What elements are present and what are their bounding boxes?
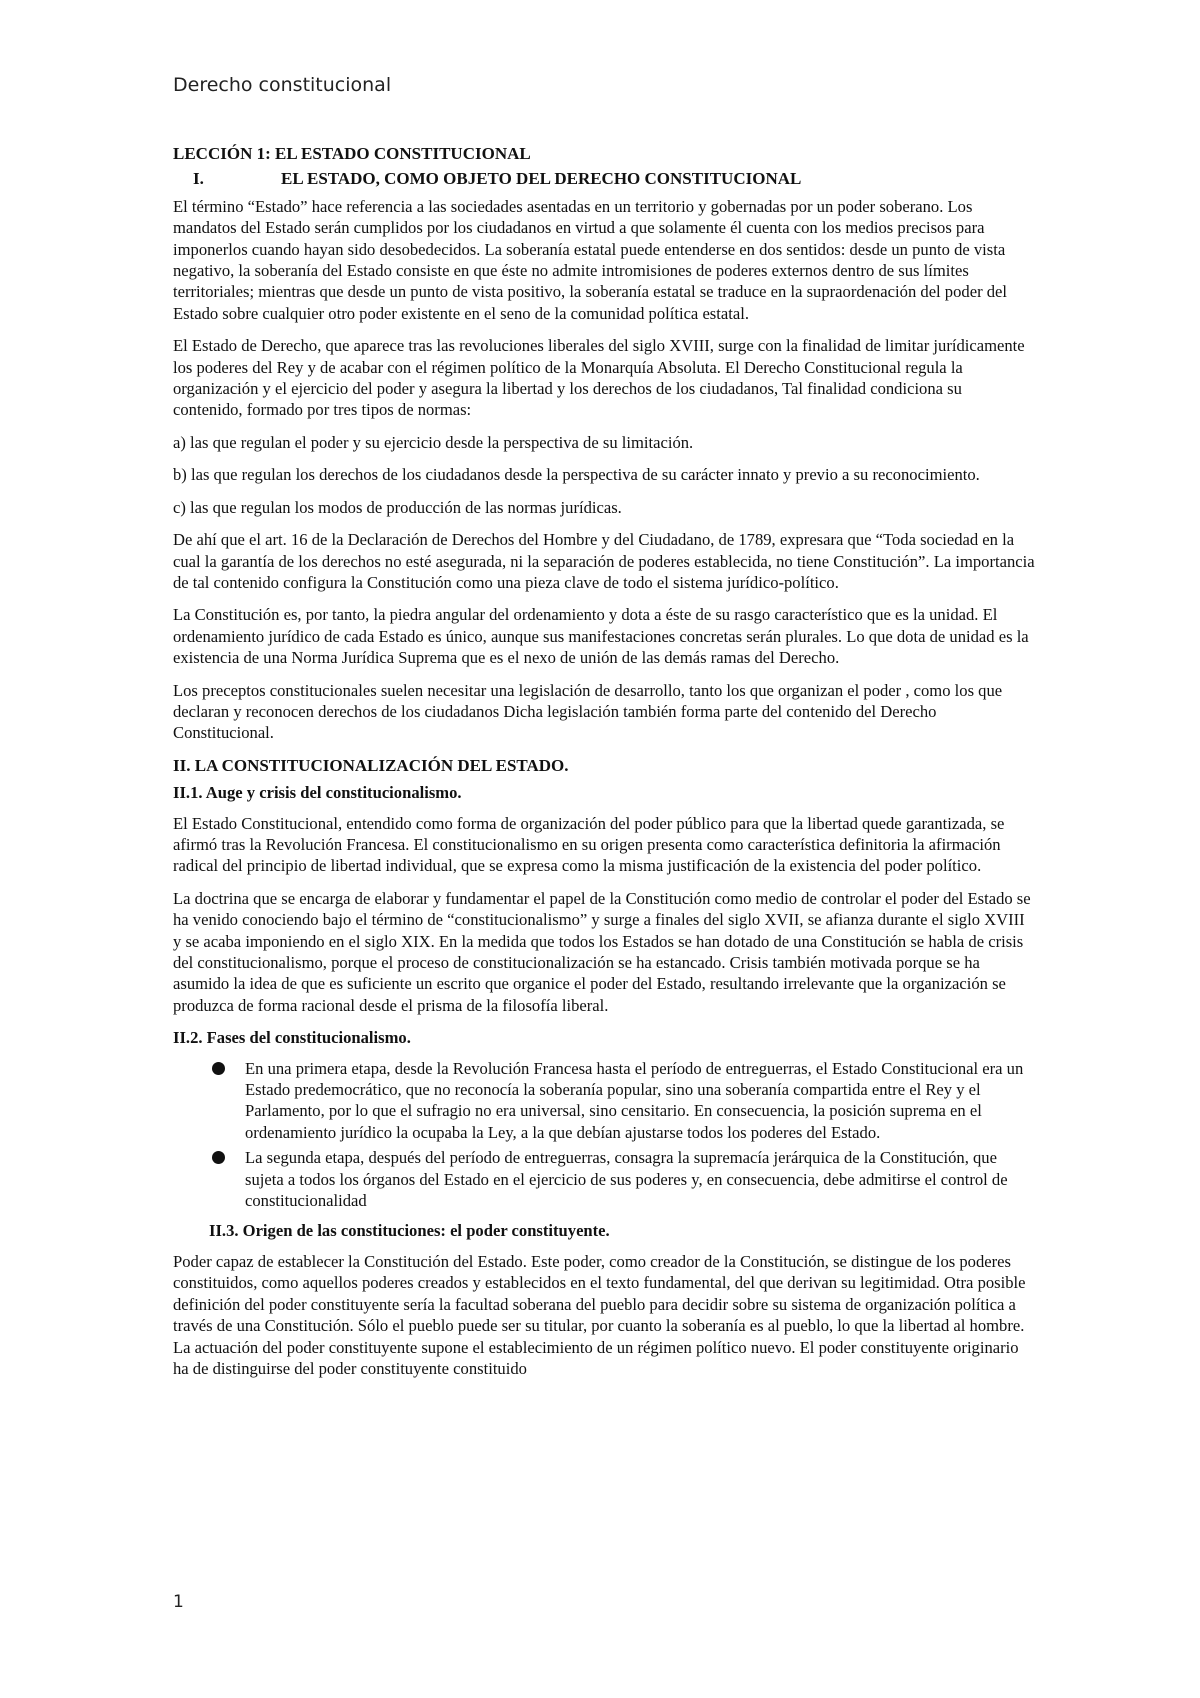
bullet-dot-icon	[212, 1151, 225, 1164]
bullet-item	[173, 1058, 1035, 1144]
section-2-heading: II. LA CONSTITUCIONALIZACIÓN DEL ESTADO.	[173, 755, 569, 775]
paragraph: El término “Estado” hace referencia a las sociedades asentadas en un territorio y gobernadas por un poder soberano. Los mandatos del Estado serán cumplidos por los ciudadanos en virtud a que solamente él cuenta con los medios precisos para imponerlos cuando hayan sido desobedecidos. La soberanía estatal puede entenderse en dos sentidos: desde un punto de vista negativo, la soberanía del Estado consiste en que éste no admite intromisiones de poderes externos dentro de sus límites territoriales; mientras que desde un punto de vista positivo, la soberanía estatal se traduce en la supraordenación del poder del Estado sobre cualquier otro poder existente en el seno de la comunidad política estatal.	[173, 196, 1008, 323]
paragraph: El Estado Constitucional, entendido como forma de organización del poder público para que la libertad quede garantizada, se afirmó tras la Revolución Francesa. El constitucionalismo en su origen presenta como característica definitoria la afirmación radical del principio de libertad individual, que se expresa como la misma justificación de la existencia del poder político.	[173, 813, 1005, 876]
bullet-text: En una primera etapa, desde la Revolución Francesa hasta el período de entreguerras, el Estado Constitucional era un Estado predemocrático, que no reconocía la soberanía popular, sino una soberanía compartida entre el Rey y el Parlamento, por lo que el sufragio no era universal, sino censitario. En consecuencia, la posición suprema en el ordenamiento jurídico la ocupaba la Ley, a la que debían ajustarse todos los poderes del Estado.	[245, 1058, 1024, 1142]
paragraph: De ahí que el art. 16 de la Declaración de Derechos del Hombre y del Ciudadano, de 1789, expresara que “Toda sociedad en la cual la garantía de los derechos no esté asegurada, ni la separación de poderes establecida, no tiene Constitución”. La importancia de tal contenido configura la Constitución como una pieza clave de todo el sistema jurídico-político.	[173, 530, 1035, 592]
list-item-b: b) las que regulan los derechos de los ciudadanos desde la perspectiva de su carácter innato y previo a su reconocimiento.	[173, 465, 980, 485]
section-1-title: EL ESTADO, COMO OBJETO DEL DERECHO CONSTITUCIONAL	[281, 169, 802, 189]
section-1-heading	[173, 168, 1035, 189]
lesson-title: LECCIÓN 1: EL ESTADO CONSTITUCIONAL	[173, 144, 531, 163]
bullet-item	[173, 1147, 1035, 1211]
section-1-number: I.	[193, 169, 204, 189]
paragraph: La Constitución es, por tanto, la piedra angular del ordenamiento y dota a éste de su rasgo característico que es la unidad. El ordenamiento jurídico de cada Estado es único, aunque sus manifestaciones concretas serán plurales. Lo que dota de unidad es la existencia de una Norma Jurídica Suprema que es el nexo de unión de las demás ramas del Derecho.	[173, 605, 1029, 668]
page-number: 1	[173, 1592, 184, 1612]
bullet-dot-icon	[212, 1062, 225, 1075]
paragraph: El Estado de Derecho, que aparece tras las revoluciones liberales del siglo XVIII, surge con la finalidad de limitar jurídicamente los poderes del Rey y de acabar con el régimen político de la Monarquía Absoluta. El Derecho Constitucional regula la organización y el ejercicio del poder y asegura la libertad y los derechos de los ciudadanos, Tal finalidad condiciona su contenido, formado por tres tipos de normas:	[173, 336, 1025, 420]
subsection-2-2-heading: II.2. Fases del constitucionalismo.	[173, 1028, 411, 1048]
document-body	[173, 143, 1035, 1390]
subsection-2-3-heading: II.3. Origen de las constituciones: el poder constituyente.	[209, 1221, 610, 1241]
list-item-a: a) las que regulan el poder y su ejercicio desde la perspectiva de su limitación.	[173, 432, 694, 452]
subsection-2-1-heading: II.1. Auge y crisis del constitucionalismo.	[173, 783, 462, 803]
paragraph: La doctrina que se encarga de elaborar y fundamentar el papel de la Constitución como medio de controlar el poder del Estado se ha venido conociendo bajo el término de “constitucionalismo” y surge a finales del siglo XVII, se afianza durante el siglo XVIII y se acaba imponiendo en el siglo XIX. En la medida que todos los Estados se han dotado de una Constitución se habla de crisis del constitucionalismo, porque el proceso de constitucionalización se ha estancado. Crisis también motivada porque se ha asumido la idea de que es suficiente un escrito que organice el poder del Estado, resultando irrelevante que la organización se produzca de forma racional desde el prisma de la filosofía liberal.	[173, 888, 1031, 1015]
paragraph: Los preceptos constitucionales suelen necesitar una legislación de desarrollo, tanto los que organizan el poder , como los que declaran y reconocen derechos de los ciudadanos Dicha legislación también forma parte del contenido del Derecho Constitucional.	[173, 680, 1003, 743]
paragraph: Poder capaz de establecer la Constitución del Estado. Este poder, como creador de la Constitución, se distingue de los poderes constituidos, como aquellos poderes creados y establecidos en el texto fundamental, del que derivan su legitimidad. Otra posible definición del poder constituyente sería la facultad soberana del pueblo para decidir sobre su sistema de organización política a través de una Constitución. Sólo el pueblo puede ser su titular, por cuanto la soberanía es al pueblo, lo que la libertad al hombre. La actuación del poder constituyente supone el establecimiento de un régimen político nuevo. El poder constituyente originario ha de distinguirse del poder constituyente constituido	[173, 1251, 1026, 1378]
list-item-c: c) las que regulan los modos de producción de las normas jurídicas.	[173, 497, 622, 517]
running-header: Derecho constitucional	[173, 74, 392, 96]
bullet-text: La segunda etapa, después del período de entreguerras, consagra la supremacía jerárquica de la Constitución, que sujeta a todos los órganos del Estado en el ejercicio de sus poderes y, en consecuencia, debe admitirse el control de constitucionalidad	[245, 1148, 1008, 1211]
bullet-list	[173, 1058, 1035, 1212]
